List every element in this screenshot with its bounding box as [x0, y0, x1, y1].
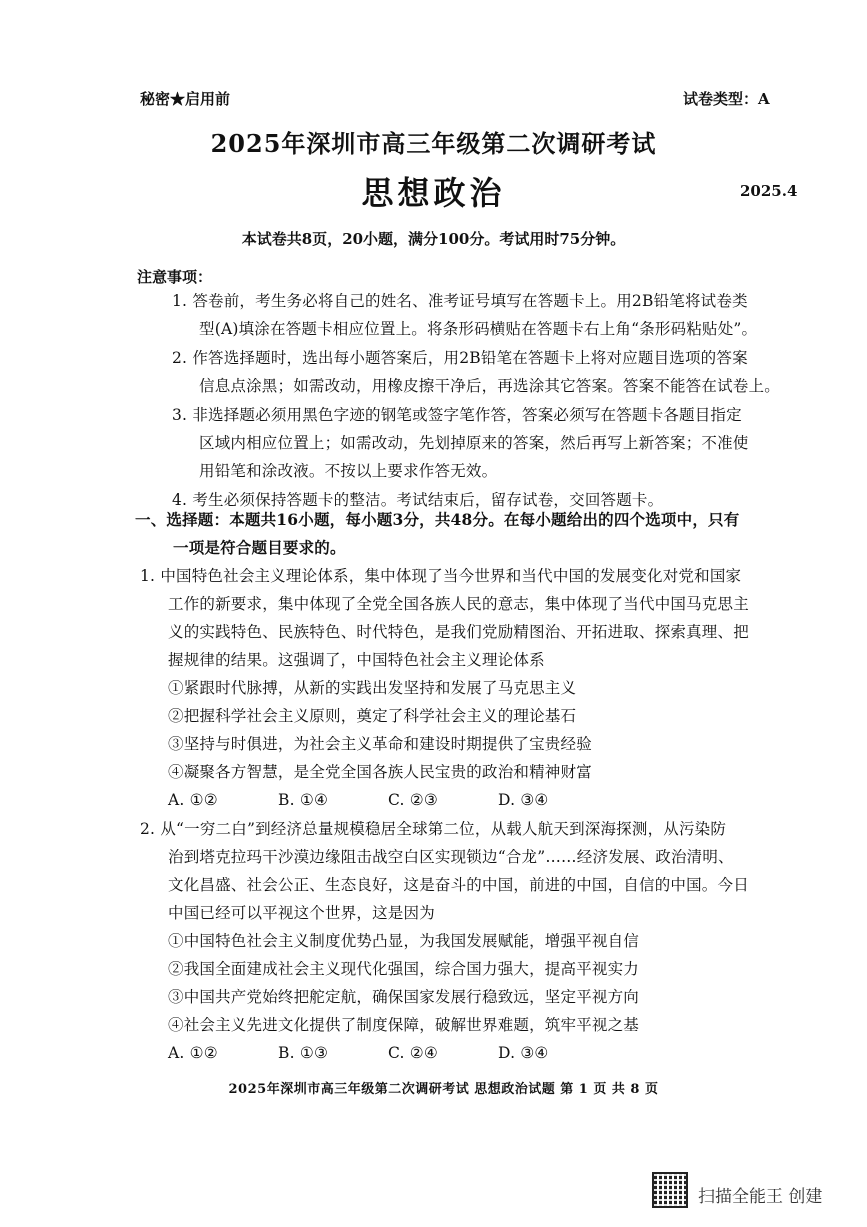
note-3: 3. 非选择题必须用黑色字迹的钢笔或签字笔作答，答案必须写在答题卡各题目指定 区域内相应位置上；如需改动，先划掉原来的答案，然后再写上新答案；不准使 用铅笔和涂改液。不按以上要求作答无效。 — [172, 406, 749, 480]
q2-option-c[interactable]: C. ②④ — [388, 1044, 438, 1062]
q2-option-b[interactable]: B. ①③ — [278, 1044, 329, 1062]
q1-option-b[interactable]: B. ①④ — [278, 791, 329, 809]
note-1: 1. 答卷前，考生务必将自己的姓名、准考证号填写在答题卡上。用2B铅笔将试卷类 型(A)填涂在答题卡相应位置上。将条形码横贴在答题卡右上角“条形码粘贴处”。 — [172, 292, 758, 338]
q2-option-a[interactable]: A. ①② — [168, 1044, 218, 1062]
q1-statement: ①紧跟时代脉搏，从新的实践出发坚持和发展了马克思主义 — [168, 679, 577, 697]
exam-info: 本试卷共8页，20小题，满分100分。考试用时75分钟。 — [241, 230, 626, 248]
q1-statement: ④凝聚各方智慧，是全党全国各族人民宝贵的政治和精神财富 — [168, 763, 592, 781]
q2-option-d[interactable]: D. ③④ — [498, 1044, 549, 1062]
q2-statement: ②我国全面建成社会主义现代化强国，综合国力强大，提高平视实力 — [168, 960, 640, 978]
exam-title: 2025年深圳市高三年级第二次调研考试 — [210, 129, 657, 158]
scanner-watermark: 扫描全能王 创建 — [698, 1187, 823, 1207]
notes-heading: 注意事项： — [137, 268, 213, 286]
notes-list — [172, 287, 832, 514]
q1-option-c[interactable]: C. ②③ — [388, 791, 438, 809]
q1-statement: ②把握科学社会主义原则，奠定了科学社会主义的理论基石 — [168, 707, 577, 725]
subject-title: 思想政治 — [361, 174, 506, 212]
exam-date: 2025.4 — [740, 182, 798, 200]
q1-options — [140, 786, 840, 814]
q2-statement: ④社会主义先进文化提供了制度保障，破解世界难题，筑牢平视之基 — [168, 1016, 640, 1034]
q1-option-d[interactable]: D. ③④ — [498, 791, 549, 809]
paper-type: 试卷类型：A — [683, 90, 770, 108]
page-footer: 2025年深圳市高三年级第二次调研考试 思想政治试题 第 1 页 共 8 页 — [228, 1082, 659, 1097]
note-4: 4. 考生必须保持答题卡的整洁。考试结束后，留存试卷，交回答题卡。 — [172, 491, 664, 509]
question-2: 2. 从“一穷二白”到经济总量规模稳居全球第二位，从载人航天到深海探测，从污染防 治到塔克拉玛干沙漠边缘阻击战空白区实现锁边“合龙”……经济发展、政治清明、 文化昌盛、社会公正、生态良好，这是奋斗的中国，前进的中国，自信的中国。今日 中国已经可以平视这个世界，这是因为 ①中国特色社会主义制度优势凸显，为我国发展赋能，增强平视自信 ②我国全面建成社会主义现代化强国，综合国力强大，提高平视实力 ③中国共产党始终把舵定航，确保国家发展行稳致远，坚定平视方向 ④社会主义先进文化提供了制度保障，破解世界难题，筑牢平视之基 A. ①② B. ①③ C. ②④ D. ③④ — [140, 815, 840, 1067]
note-2: 2. 作答选择题时，选出每小题答案后，用2B铅笔在答题卡上将对应题目选项的答案 信息点涂黑；如需改动，用橡皮擦干净后，再选涂其它答案。答案不能答在试卷上。 — [172, 349, 780, 395]
q2-statement: ①中国特色社会主义制度优势凸显，为我国发展赋能，增强平视自信 — [168, 932, 640, 950]
section-heading: 一、选择题：本题共16小题，每小题3分，共48分。在每小题给出的四个选项中，只有 一项是符合题目要求的。 — [135, 510, 740, 557]
confidential-label: 秘密★启用前 — [140, 90, 231, 108]
qr-code-icon — [652, 1172, 688, 1208]
q1-option-a[interactable]: A. ①② — [168, 791, 218, 809]
q2-statement: ③中国共产党始终把舵定航，确保国家发展行稳致远，坚定平视方向 — [168, 988, 640, 1006]
q1-statement: ③坚持与时俱进，为社会主义革命和建设时期提供了宝贵经验 — [168, 735, 592, 753]
q2-options — [140, 1039, 840, 1067]
question-1: 1. 中国特色社会主义理论体系，集中体现了当今世界和当代中国的发展变化对党和国家 工作的新要求，集中体现了全党全国各族人民的意志，集中体现了当代中国马克思主 义的实践特色、民族特色、时代特色，是我们党励精图治、开拓进取、探索真理、把 握规律的结果。这强调了，中国特色社会主义理论体系 ①紧跟时代脉搏，从新的实践出发坚持和发展了马克思主义 ②把握科学社会主义原则，奠定了科学社会主义的理论基石 ③坚持与时俱进，为社会主义革命和建设时期提供了宝贵经验 ④凝聚各方智慧，是全党全国各族人民宝贵的政治和精神财富 A. ①② B. ①④ C. ②③ D. ③④ — [140, 562, 840, 814]
